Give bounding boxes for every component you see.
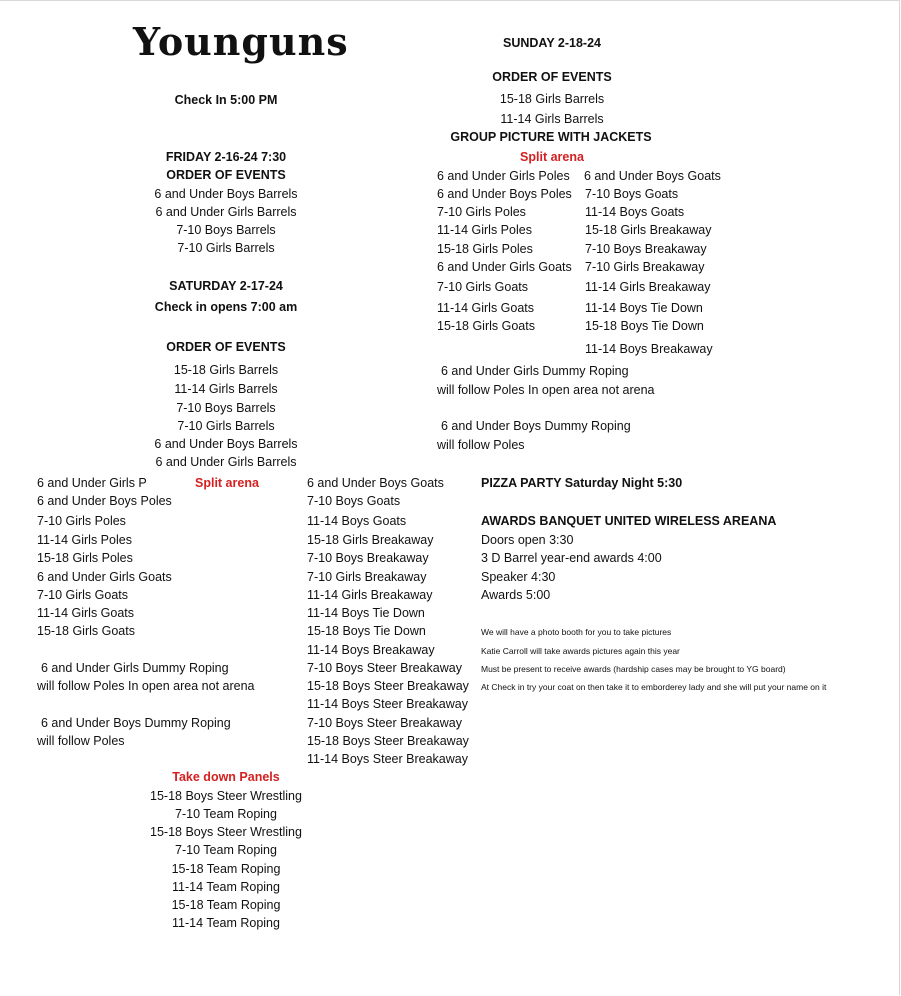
list-item: 11-14 Girls Breakaway [585, 280, 711, 294]
group-picture-note: GROUP PICTURE WITH JACKETS [450, 130, 652, 144]
list-item: 11-14 Girls Breakaway [307, 588, 433, 602]
list-item: 7-10 Boys Goats [307, 494, 401, 508]
check-in-time: Check In 5:00 PM [174, 93, 278, 107]
saturday-dummy-boys-line1: 6 and Under Boys Dummy Roping [41, 716, 231, 730]
list-item: 7-10 Boys Barrels [176, 401, 276, 415]
list-item: 7-10 Girls Breakaway [307, 570, 427, 584]
list-item: 15-18 Boys Steer Breakaway [307, 734, 469, 748]
saturday-split-arena-label: Split arena [195, 476, 259, 490]
friday-order-label: ORDER OF EVENTS [166, 168, 286, 182]
list-item: 15-18 Team Roping [171, 862, 281, 876]
list-item: 15-18 Girls Breakaway [585, 223, 712, 237]
sunday-dummy-girls-line2: will follow Poles In open area not arena [437, 383, 655, 397]
list-item: 7-10 Girls Poles [437, 205, 526, 219]
saturday-dummy-girls-line2: will follow Poles In open area not arena [37, 679, 255, 693]
list-item: 6 and Under Boys Barrels [154, 187, 298, 201]
list-item: 6 and Under Girls Poles [437, 169, 570, 183]
list-item: 15-18 Boys Steer Wrestling [150, 789, 302, 803]
list-item: 15-18 Girls Poles [437, 242, 533, 256]
list-item: 6 and Under Boys Goats [307, 476, 444, 490]
list-item: 15-18 Boys Steer Breakaway [307, 679, 469, 693]
saturday-dummy-girls-line1: 6 and Under Girls Dummy Roping [41, 661, 229, 675]
saturday-check-in: Check in opens 7:00 am [154, 300, 298, 314]
list-item: 11-14 Boys Steer Breakaway [307, 697, 468, 711]
list-item: 15-18 Team Roping [171, 898, 281, 912]
list-item: 11-14 Boys Breakaway [307, 643, 435, 657]
list-item: 6 and Under Girls P [37, 476, 147, 490]
sunday-split-arena-label: Split arena [520, 150, 584, 164]
list-item: 11-14 Team Roping [172, 880, 280, 894]
list-item: 7-10 Boys Goats [585, 187, 679, 201]
list-item: 6 and Under Girls Goats [37, 570, 172, 584]
list-item: Speaker 4:30 [481, 570, 556, 584]
list-item: 11-14 Team Roping [172, 916, 280, 930]
list-item: 11-14 Boys Breakaway [585, 342, 713, 356]
sunday-title: SUNDAY 2-18-24 [503, 36, 601, 50]
list-item: 7-10 Team Roping [175, 843, 277, 857]
list-item: 7-10 Boys Steer Breakaway [307, 661, 462, 675]
saturday-dummy-boys-line2: will follow Poles [37, 734, 125, 748]
note: At Check in try your coat on then take it to emborderey lady and she will put your name on it [481, 682, 827, 692]
saturday-title: SATURDAY 2-17-24 [169, 279, 283, 293]
list-item: Awards 5:00 [481, 588, 551, 602]
list-item: 15-18 Girls Breakaway [307, 533, 434, 547]
take-down-panels-label: Take down Panels [172, 770, 280, 784]
list-item: 15-18 Girls Poles [37, 551, 133, 565]
sunday-dummy-boys-line1: 6 and Under Boys Dummy Roping [441, 419, 631, 433]
list-item: 15-18 Girls Goats [437, 319, 535, 333]
list-item: 11-14 Boys Tie Down [307, 606, 425, 620]
list-item: 7-10 Team Roping [175, 807, 277, 821]
list-item: 6 and Under Boys Goats [584, 169, 721, 183]
list-item: 7-10 Boys Breakaway [307, 551, 429, 565]
list-item: 6 and Under Boys Poles [437, 187, 572, 201]
note: We will have a photo booth for you to take pictures [481, 627, 672, 637]
saturday-order-label: ORDER OF EVENTS [166, 340, 286, 354]
note: Katie Carroll will take awards pictures again this year [481, 646, 680, 656]
list-item: 11-14 Boys Goats [585, 205, 685, 219]
list-item: 15-18 Boys Steer Wrestling [150, 825, 302, 839]
list-item: 11-14 Girls Poles [437, 223, 532, 237]
list-item: 15-18 Girls Barrels [173, 363, 279, 377]
pizza-party: PIZZA PARTY Saturday Night 5:30 [481, 476, 683, 490]
list-item: 7-10 Boys Breakaway [585, 242, 707, 256]
list-item: 6 and Under Boys Poles [37, 494, 172, 508]
list-item: 7-10 Girls Poles [37, 514, 126, 528]
list-item: 15-18 Boys Tie Down [307, 624, 426, 638]
list-item: Doors open 3:30 [481, 533, 574, 547]
list-item: 11-14 Boys Goats [307, 514, 407, 528]
list-item: 6 and Under Girls Barrels [155, 205, 297, 219]
list-item: 7-10 Girls Goats [437, 280, 529, 294]
sunday-order-label: ORDER OF EVENTS [492, 70, 612, 84]
list-item: 7-10 Girls Goats [37, 588, 129, 602]
list-item: 11-14 Boys Tie Down [585, 301, 703, 315]
list-item: 11-14 Girls Goats [37, 606, 135, 620]
list-item: 11-14 Girls Poles [37, 533, 132, 547]
list-item: 3 D Barrel year-end awards 4:00 [481, 551, 662, 565]
note: Must be present to receive awards (hardship cases may be brought to YG board) [481, 664, 786, 674]
list-item: 15-18 Girls Goats [37, 624, 135, 638]
list-item: 6 and Under Boys Barrels [154, 437, 298, 451]
list-item: 15-18 Boys Tie Down [585, 319, 704, 333]
list-item: 7-10 Girls Barrels [177, 419, 275, 433]
list-item: 7-10 Boys Barrels [176, 223, 276, 237]
friday-title: FRIDAY 2-16-24 7:30 [165, 150, 287, 164]
list-item: 11-14 Girls Barrels [500, 112, 604, 126]
list-item: 11-14 Boys Steer Breakaway [307, 752, 468, 766]
list-item: 7-10 Girls Barrels [177, 241, 275, 255]
awards-banquet-title: AWARDS BANQUET UNITED WIRELESS AREANA [481, 514, 777, 528]
list-item: 6 and Under Girls Barrels [155, 455, 297, 469]
list-item: 15-18 Girls Barrels [499, 92, 605, 106]
younguns-logo: Younguns [133, 19, 349, 64]
list-item: 7-10 Boys Steer Breakaway [307, 716, 462, 730]
list-item: 7-10 Girls Breakaway [585, 260, 705, 274]
sunday-dummy-boys-line2: will follow Poles [437, 438, 525, 452]
sunday-dummy-girls-line1: 6 and Under Girls Dummy Roping [441, 364, 629, 378]
list-item: 11-14 Girls Barrels [174, 382, 278, 396]
list-item: 11-14 Girls Goats [437, 301, 535, 315]
list-item: 6 and Under Girls Goats [437, 260, 572, 274]
